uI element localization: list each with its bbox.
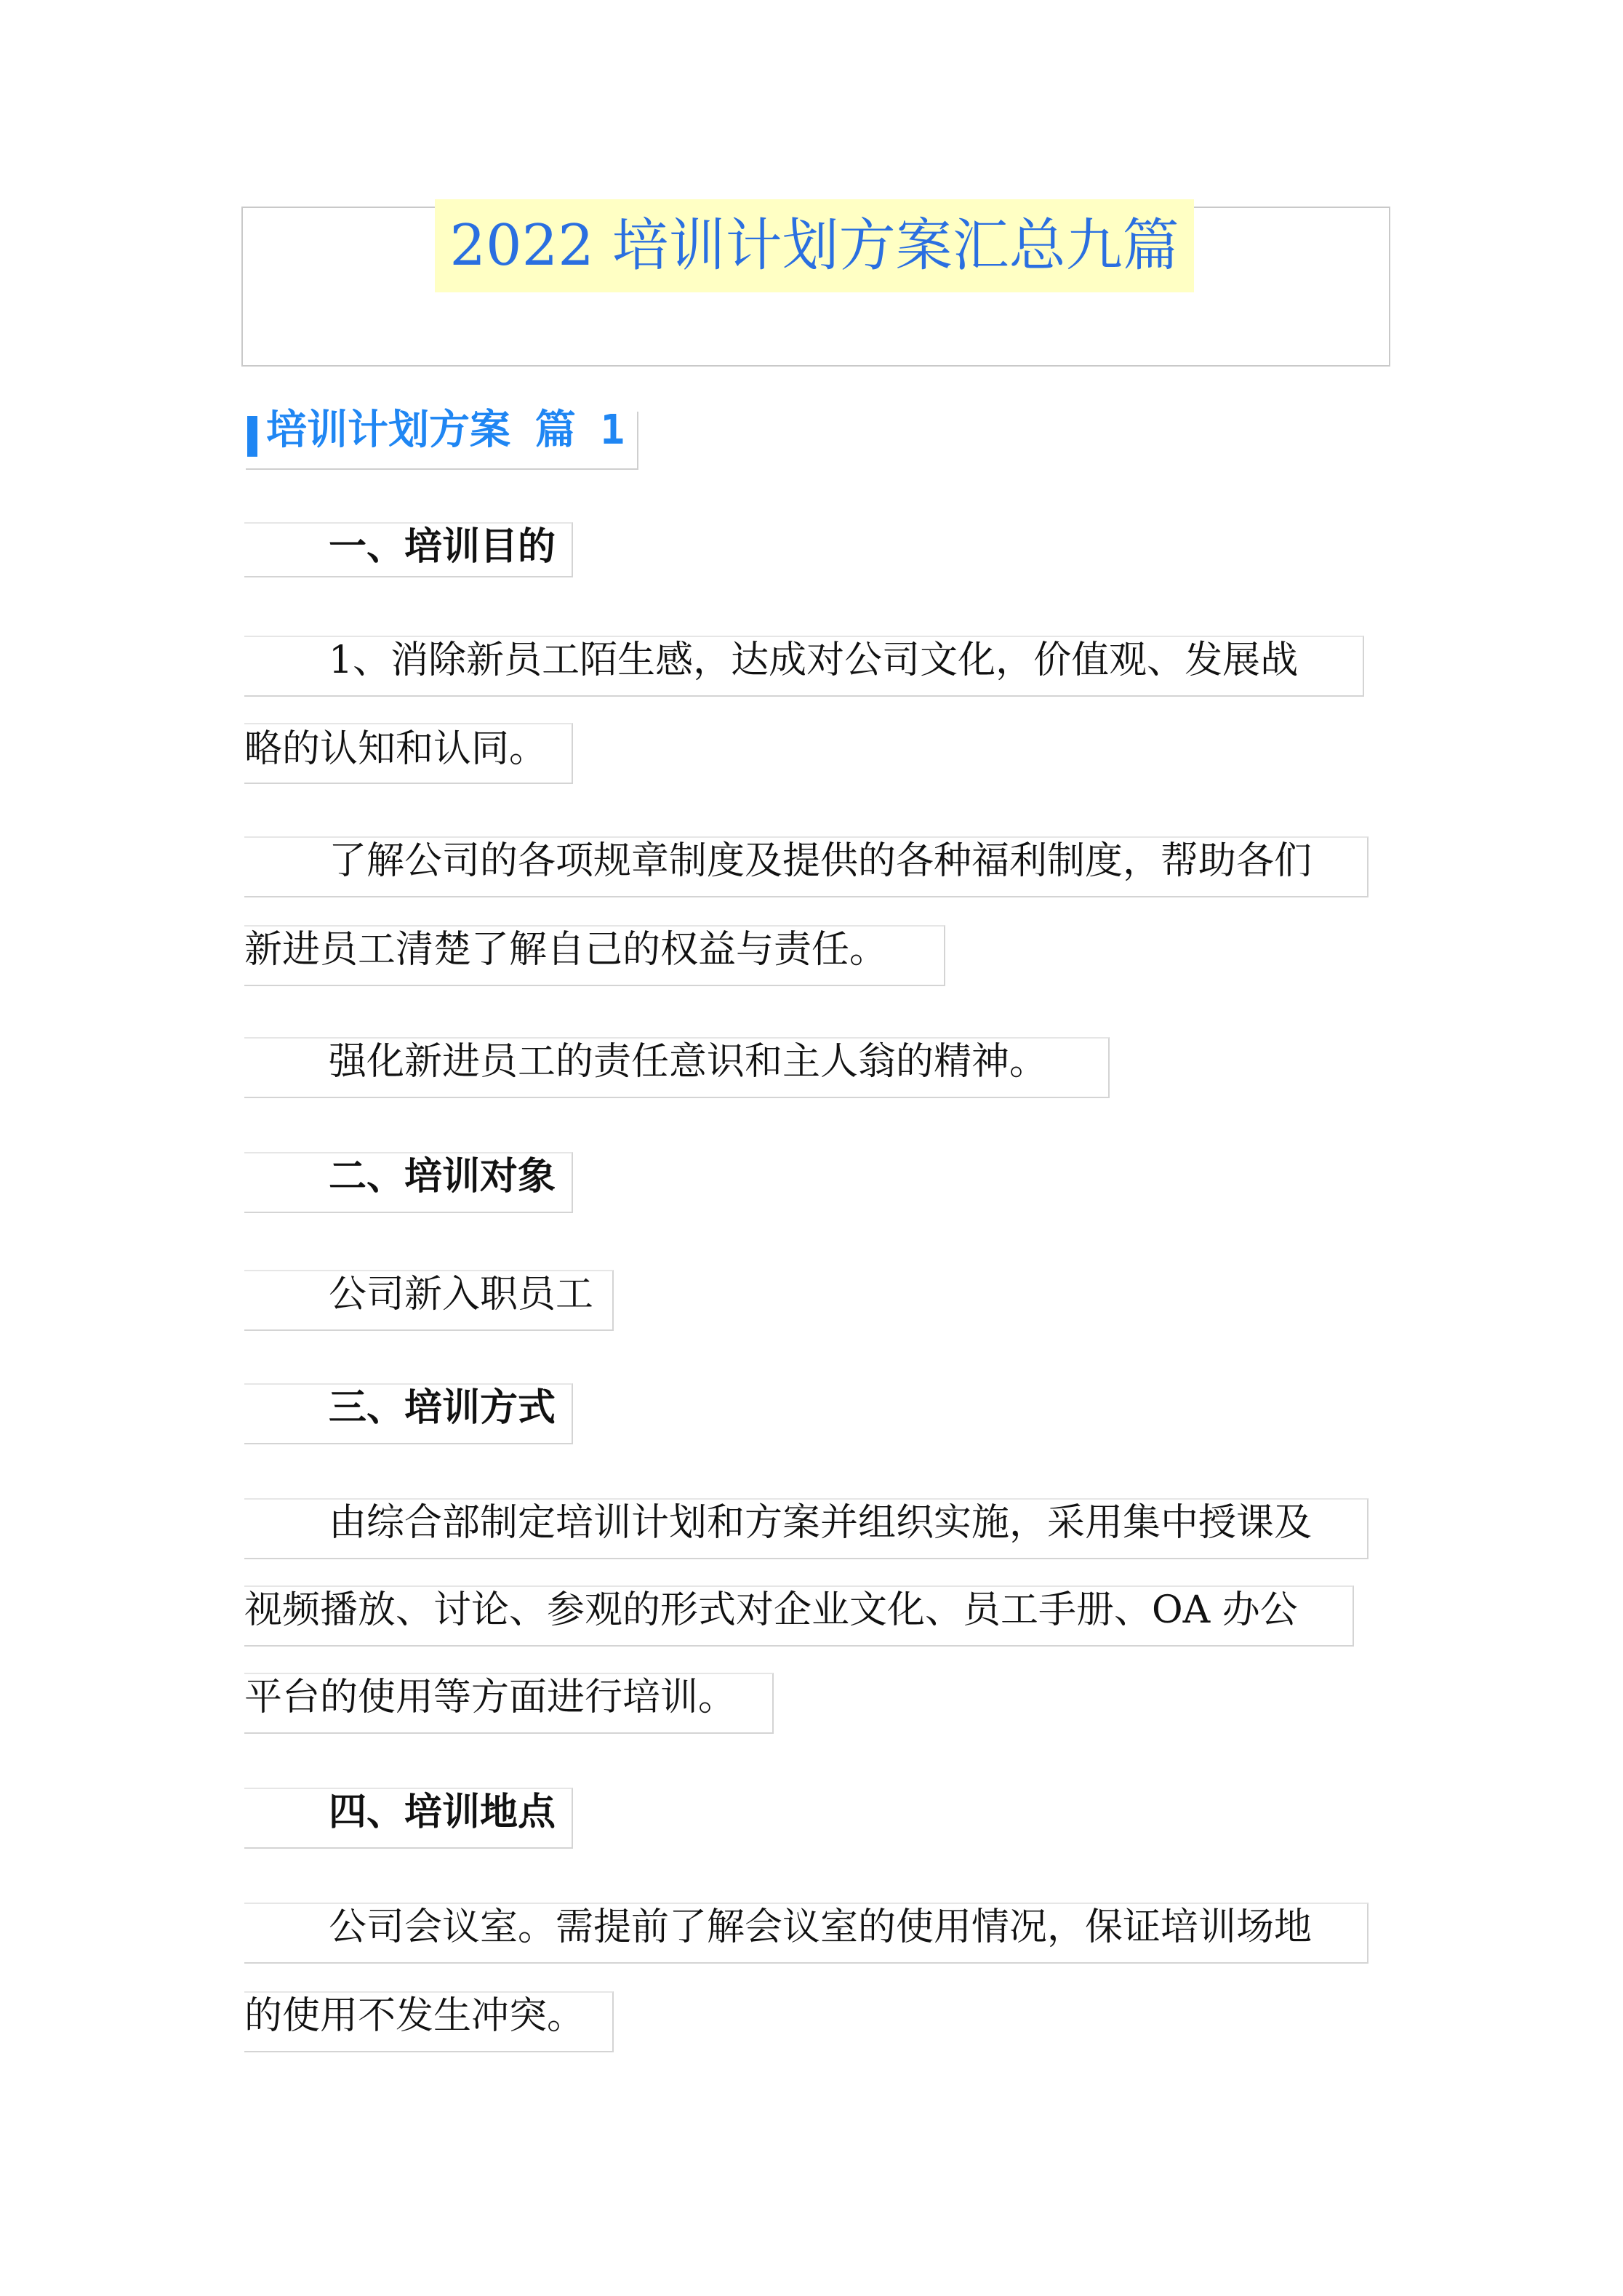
paragraph-line: 由综合部制定培训计划和方案并组织实施，采用集中授课及 [329, 1501, 1313, 1545]
heading-location: 四、培训地点 [329, 1791, 556, 1834]
section-title: 培训计划方案 篇 1 [266, 407, 625, 454]
paragraph-line: 略的认知和认同。 [244, 727, 548, 771]
paragraph-line: 视频播放、讨论、参观的形式对企业文化、员工手册、OA 办公 [244, 1588, 1298, 1632]
document-title: 2022 培训计划方案汇总九篇 [449, 213, 1179, 279]
paragraph-line: 新进员工清楚了解自己的权益与责任。 [244, 928, 888, 972]
heading-method: 三、培训方式 [329, 1386, 556, 1430]
paragraph-line: 1、消除新员工陌生感，达成对公司文化，价值观、发展战 [329, 639, 1299, 682]
paragraph-line: 的使用不发生冲突。 [244, 1994, 585, 2038]
paragraph-line: 公司会议室。需提前了解会议室的使用情况，保证培训场地 [329, 1905, 1313, 1949]
heading-target: 二、培训对象 [329, 1155, 556, 1199]
paragraph-line: 平台的使用等方面进行培训。 [244, 1676, 737, 1719]
section-marker [247, 416, 257, 457]
paragraph-line: 了解公司的各项规章制度及提供的各种福利制度，帮助各们 [329, 839, 1313, 883]
paragraph-line: 公司新入职员工 [329, 1273, 594, 1316]
heading-purpose: 一、培训目的 [329, 525, 556, 569]
paragraph-line: 强化新进员工的责任意识和主人翁的精神。 [329, 1040, 1048, 1084]
